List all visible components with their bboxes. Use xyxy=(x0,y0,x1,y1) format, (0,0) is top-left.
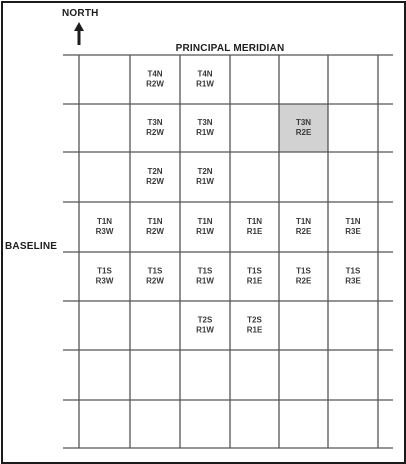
range-number: R2W xyxy=(146,128,164,137)
township-number: T2S xyxy=(247,315,262,325)
range-number: R2W xyxy=(146,227,164,236)
township-number: T1N xyxy=(96,217,113,226)
township-number: T2N xyxy=(197,167,213,176)
township-number: T1S xyxy=(247,266,262,276)
range-number: R3E xyxy=(345,227,361,236)
range-number: R1W xyxy=(196,276,214,286)
baseline-label: BASELINE xyxy=(5,241,58,252)
range-number: R3E xyxy=(345,276,361,286)
range-number: R1E xyxy=(246,276,263,286)
range-number: R2E xyxy=(295,227,312,236)
township-number: T1N xyxy=(246,217,263,226)
range-number: R1E xyxy=(246,227,263,236)
township-number: T1S xyxy=(197,266,213,276)
township-number: T2N xyxy=(147,167,163,176)
range-number: R1W xyxy=(196,227,214,236)
township-number: T1N xyxy=(345,217,361,226)
township-number: T4N xyxy=(147,69,163,79)
township-number: T3N xyxy=(147,118,163,127)
range-number: R2W xyxy=(146,79,164,89)
township-number: T1S xyxy=(296,266,311,276)
township-number: T1S xyxy=(147,266,163,276)
north-label: NORTH xyxy=(62,8,99,19)
range-number: R1W xyxy=(196,177,214,186)
principal-meridian-label: PRINCIPAL MERIDIAN xyxy=(175,43,285,54)
range-number: R1E xyxy=(246,325,263,335)
range-number: R2E xyxy=(295,276,312,286)
township-number: T1S xyxy=(345,266,361,276)
range-number: R2W xyxy=(146,276,164,286)
range-number: R2E xyxy=(295,128,312,137)
township-number: T1N xyxy=(147,217,163,226)
township-number: T1N xyxy=(295,217,312,226)
township-number: T1S xyxy=(97,266,112,276)
range-number: R1W xyxy=(196,128,214,137)
township-number: T1N xyxy=(197,217,213,226)
range-number: R1W xyxy=(196,325,214,335)
north-arrow-icon xyxy=(74,22,84,45)
north-arrow xyxy=(74,22,84,45)
range-number: R2W xyxy=(146,177,164,186)
township-number: T2S xyxy=(197,315,213,325)
range-number: R3W xyxy=(95,227,114,236)
township-number: T3N xyxy=(295,118,312,127)
survey-grid xyxy=(63,55,393,448)
township-number: T3N xyxy=(197,118,213,127)
township-number: T4N xyxy=(197,69,213,79)
range-number: R3W xyxy=(95,276,114,286)
range-number: R1W xyxy=(196,79,214,89)
